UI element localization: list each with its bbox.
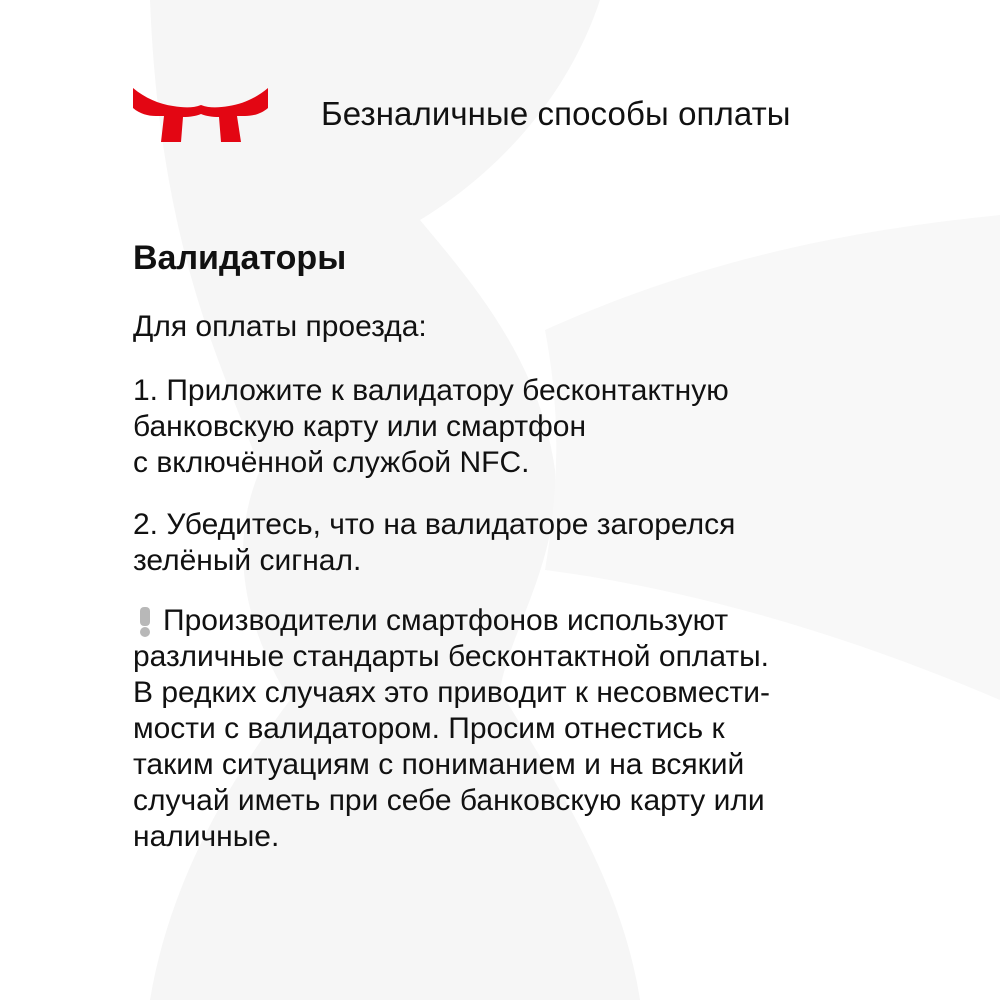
note-line <box>133 603 770 639</box>
note-line: мости с валидатором. Просим отнестись к <box>133 712 725 745</box>
intro-text: Для оплаты проезда: <box>133 310 427 343</box>
step-2-text <box>133 507 735 579</box>
step-1-text <box>133 373 729 481</box>
note-line: наличные. <box>133 820 280 853</box>
note-line: различные стандарты бесконтактной оплаты. <box>133 640 769 673</box>
note-line: случай иметь при себе банковскую карту или <box>133 784 765 817</box>
note-line: В редких случаях это приводит к несовмести- <box>133 676 771 709</box>
note-text <box>133 603 770 855</box>
step-2-line: зелёный сигнал. <box>133 544 362 577</box>
step-2-line: 2. Убедитесь, что на валидаторе загорелся <box>133 508 736 541</box>
section-heading: Валидаторы <box>133 239 347 277</box>
red-torii-gate-logo <box>133 86 268 142</box>
step-1-line: банковскую карту или смартфон <box>133 410 587 443</box>
exclamation-icon <box>133 603 163 639</box>
note-line: таким ситуациям с пониманием и на всякий <box>133 748 745 781</box>
step-1-line: с включённой службой NFC. <box>133 446 530 479</box>
note-line-text: Производители смартфонов используют <box>163 604 729 637</box>
step-1-line: 1. Приложите к валидатору бесконтактную <box>133 374 729 407</box>
page-title: Безналичные способы оплаты <box>321 95 791 132</box>
